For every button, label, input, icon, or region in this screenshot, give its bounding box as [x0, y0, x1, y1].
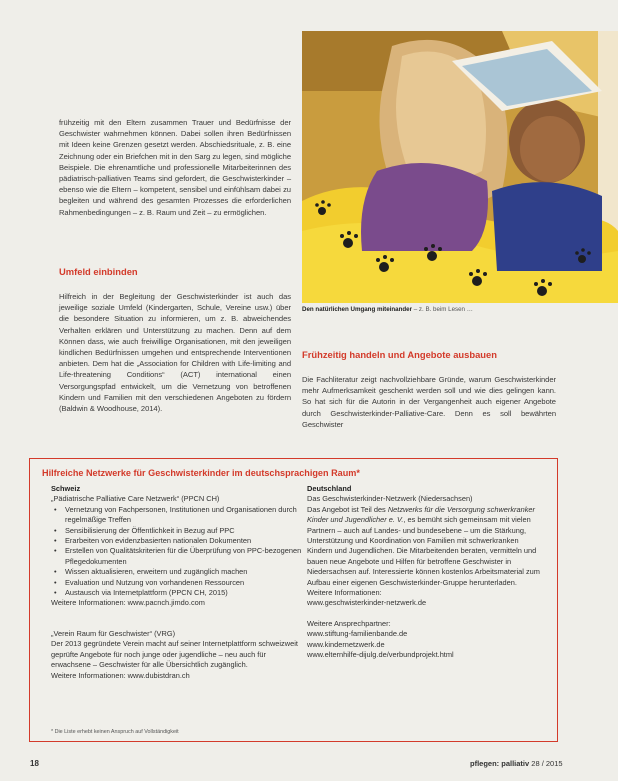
ppcn-list [51, 505, 303, 599]
photo-caption [302, 306, 602, 313]
magazine-issue: 28 / 2015 [531, 759, 563, 768]
gkn-more-label: Weitere Informationen: [307, 588, 382, 598]
list-item: • Austausch via Internetplattform (PPCN CH, 2015) [65, 588, 303, 598]
list-item: • Sensibilisierung der Öffentlichkeit in Bezug auf PPC [65, 526, 303, 536]
contact-link[interactable]: www.elternhilfe-dijulg.de/verbundprojekt.html [307, 650, 454, 660]
children-photo [302, 31, 618, 303]
ppcn-name: „Pädiatrische Palliative Care Netzwerk“ (PPCN CH) [51, 494, 220, 504]
heading-umfeld: Umfeld einbinden [59, 266, 138, 277]
contacts-label: Weitere Ansprechpartner: [307, 618, 391, 628]
fruehzeitig-paragraph: Die Fachliteratur zeigt nachvollziehbare Gründe, warum Geschwisterkinder mehr Aufmerksamkeit geschenkt werden soll und wie dies gelingen kann. So hat sich für die Autorin in der Vergangenheit auch eigener Angebote durch Geschwisterkinder-Palliative-Care. Denn es soll bewährten Geschwister [302, 375, 556, 429]
fruehzeitig-column [302, 374, 556, 430]
list-item: • Evaluation und Nutzung von vorhandenen Ressourcen [65, 578, 303, 588]
heading-fruehzeitig: Frühzeitig handeln und Angebote ausbauen [302, 349, 497, 360]
umfeld-paragraph: Hilfreich in der Begleitung der Geschwisterkinder ist auch das jeweilige soziale Umfeld (Kindergarten, Schule, Vereine usw.) über die besondere Situation zu informieren, um z. B. abweichendes Verhalten erklären und Unterstützung zu machen. Denn auf dem Können dass, wie auch freiwillige Organisationen, mit den jeweiligen kindlichen Bedürfnissen umgehen und entsprechende Interventionen anbieten. Dem hat die „Association for Children with Life-limiting and Life-threatening Conditions“ (ACT) international einen Versorgungspfad entwickelt, um die Vernetzung von betroffenen Kindern und Familien mit den verschiedenen Angeboten zu fördern (Baldwin & Woodhouse, 2014). [59, 292, 291, 414]
infobox-footnote: * Die Liste erhebt keinen Anspruch auf Vollständigkeit [51, 729, 179, 735]
deutschland-label: Deutschland [307, 484, 352, 493]
vrg-name: „Verein Raum für Geschwister“ (VRG) [51, 628, 176, 638]
contact-link[interactable]: www.kindernetzwerk.de [307, 639, 385, 649]
caption-main: Den natürlichen Umgang miteinander [302, 306, 413, 313]
ppcn-more-info: Weitere Informationen: www.pacnch.jimdo.com [51, 598, 205, 608]
list-item: • Erarbeiten von evidenzbasierten nationalen Dokumenten [65, 536, 303, 546]
gkn-text-a: Das Angebot ist Teil des [307, 504, 388, 514]
schweiz-label: Schweiz [51, 484, 81, 493]
vrg-text: Der 2013 gegründete Verein macht auf seiner Internetplattform schweizweit geprüfte Angebote für noch junge oder jugendliche – neu auch für erwachsene – Geschwister für alle Übersichtlich zugänglich. [51, 639, 298, 670]
umfeld-column [59, 291, 291, 414]
gkn-text-b: , es bemüht sich gemeinsam mit vielen Partnern – auch auf Landes- und bundesebene – um die Stärkung, Unterstützung und Koordination von Familien mit schwerkranken Kindern und Jugendlichen. Die Mitarbeitenden beraten, vermitteln und bauen neue Angebote und Hilfen für betroffene Geschwister in Niedersachsen auf. Interessierte können kostenlos Arbeitsmaterial zum Aufbau einer eigenen Geschwisterkinder-Gruppe herunterladen. [307, 515, 540, 587]
deutschland-column [307, 484, 545, 661]
page-number: 18 [30, 759, 39, 768]
list-item: • Erstellen von Qualitätskriterien für die Überprüfung von PPC-bezogenen Pflegedokumenten [65, 546, 303, 567]
gkn-more-link[interactable]: www.geschwisterkinder-netzwerk.de [307, 598, 427, 608]
schweiz-column [51, 484, 303, 681]
gkn-name: Das Geschwisterkinder-Netzwerk (Niedersachsen) [307, 494, 473, 504]
networks-infobox [29, 458, 558, 742]
intro-paragraph: frühzeitig mit den Eltern zusammen Trauer und Bedürfnisse der Geschwister wahrnehmen können. Dabei sollen ihren Bedürfnissen mit Ideen keine Grenzen gesetzt werden. Abschiedsrituale, z. B. eine Zeichnung oder ein Briefchen mit in den Sarg zu legen, sind mögliche Beispiele. Die ehrenamtliche und professionelle Mitarbeiterinnen des pädiatrisch-palliativen Teams sind gefordert, die Geschwisterkinder – ebenso wie die Eltern – kompetent, sensibel und einfühlsam dabei zu begleiten und während des gesamten Prozesses die erforderlichen Rahmenbedingungen – z. B. Raum und Zeit – zu ermöglichen. [59, 118, 291, 217]
contact-link[interactable]: www.stiftung-familienbande.de [307, 629, 408, 639]
gkn-text [307, 505, 545, 588]
intro-column [59, 117, 291, 218]
list-item: • Wissen aktualisieren, erweitern und zugänglich machen [65, 567, 303, 577]
vrg-more-info: Weitere Informationen: www.dubistdran.ch [51, 670, 190, 680]
magazine-name: pflegen: palliativ [470, 759, 530, 768]
children-reading-image [302, 31, 618, 303]
magazine-footer [470, 759, 563, 768]
caption-tail: – z. B. beim Lesen … [413, 306, 473, 313]
gkn-text-italic: Netzwerks für die Versorgung schwerkranker Kinder und Jugendlicher e. V. [307, 504, 535, 525]
list-item: • Vernetzung von Fachpersonen, Institutionen und Organisationen durch regelmäßige Treffen [65, 505, 303, 526]
infobox-title: Hilfreiche Netzwerke für Geschwisterkinder im deutschsprachigen Raum* [42, 468, 360, 478]
